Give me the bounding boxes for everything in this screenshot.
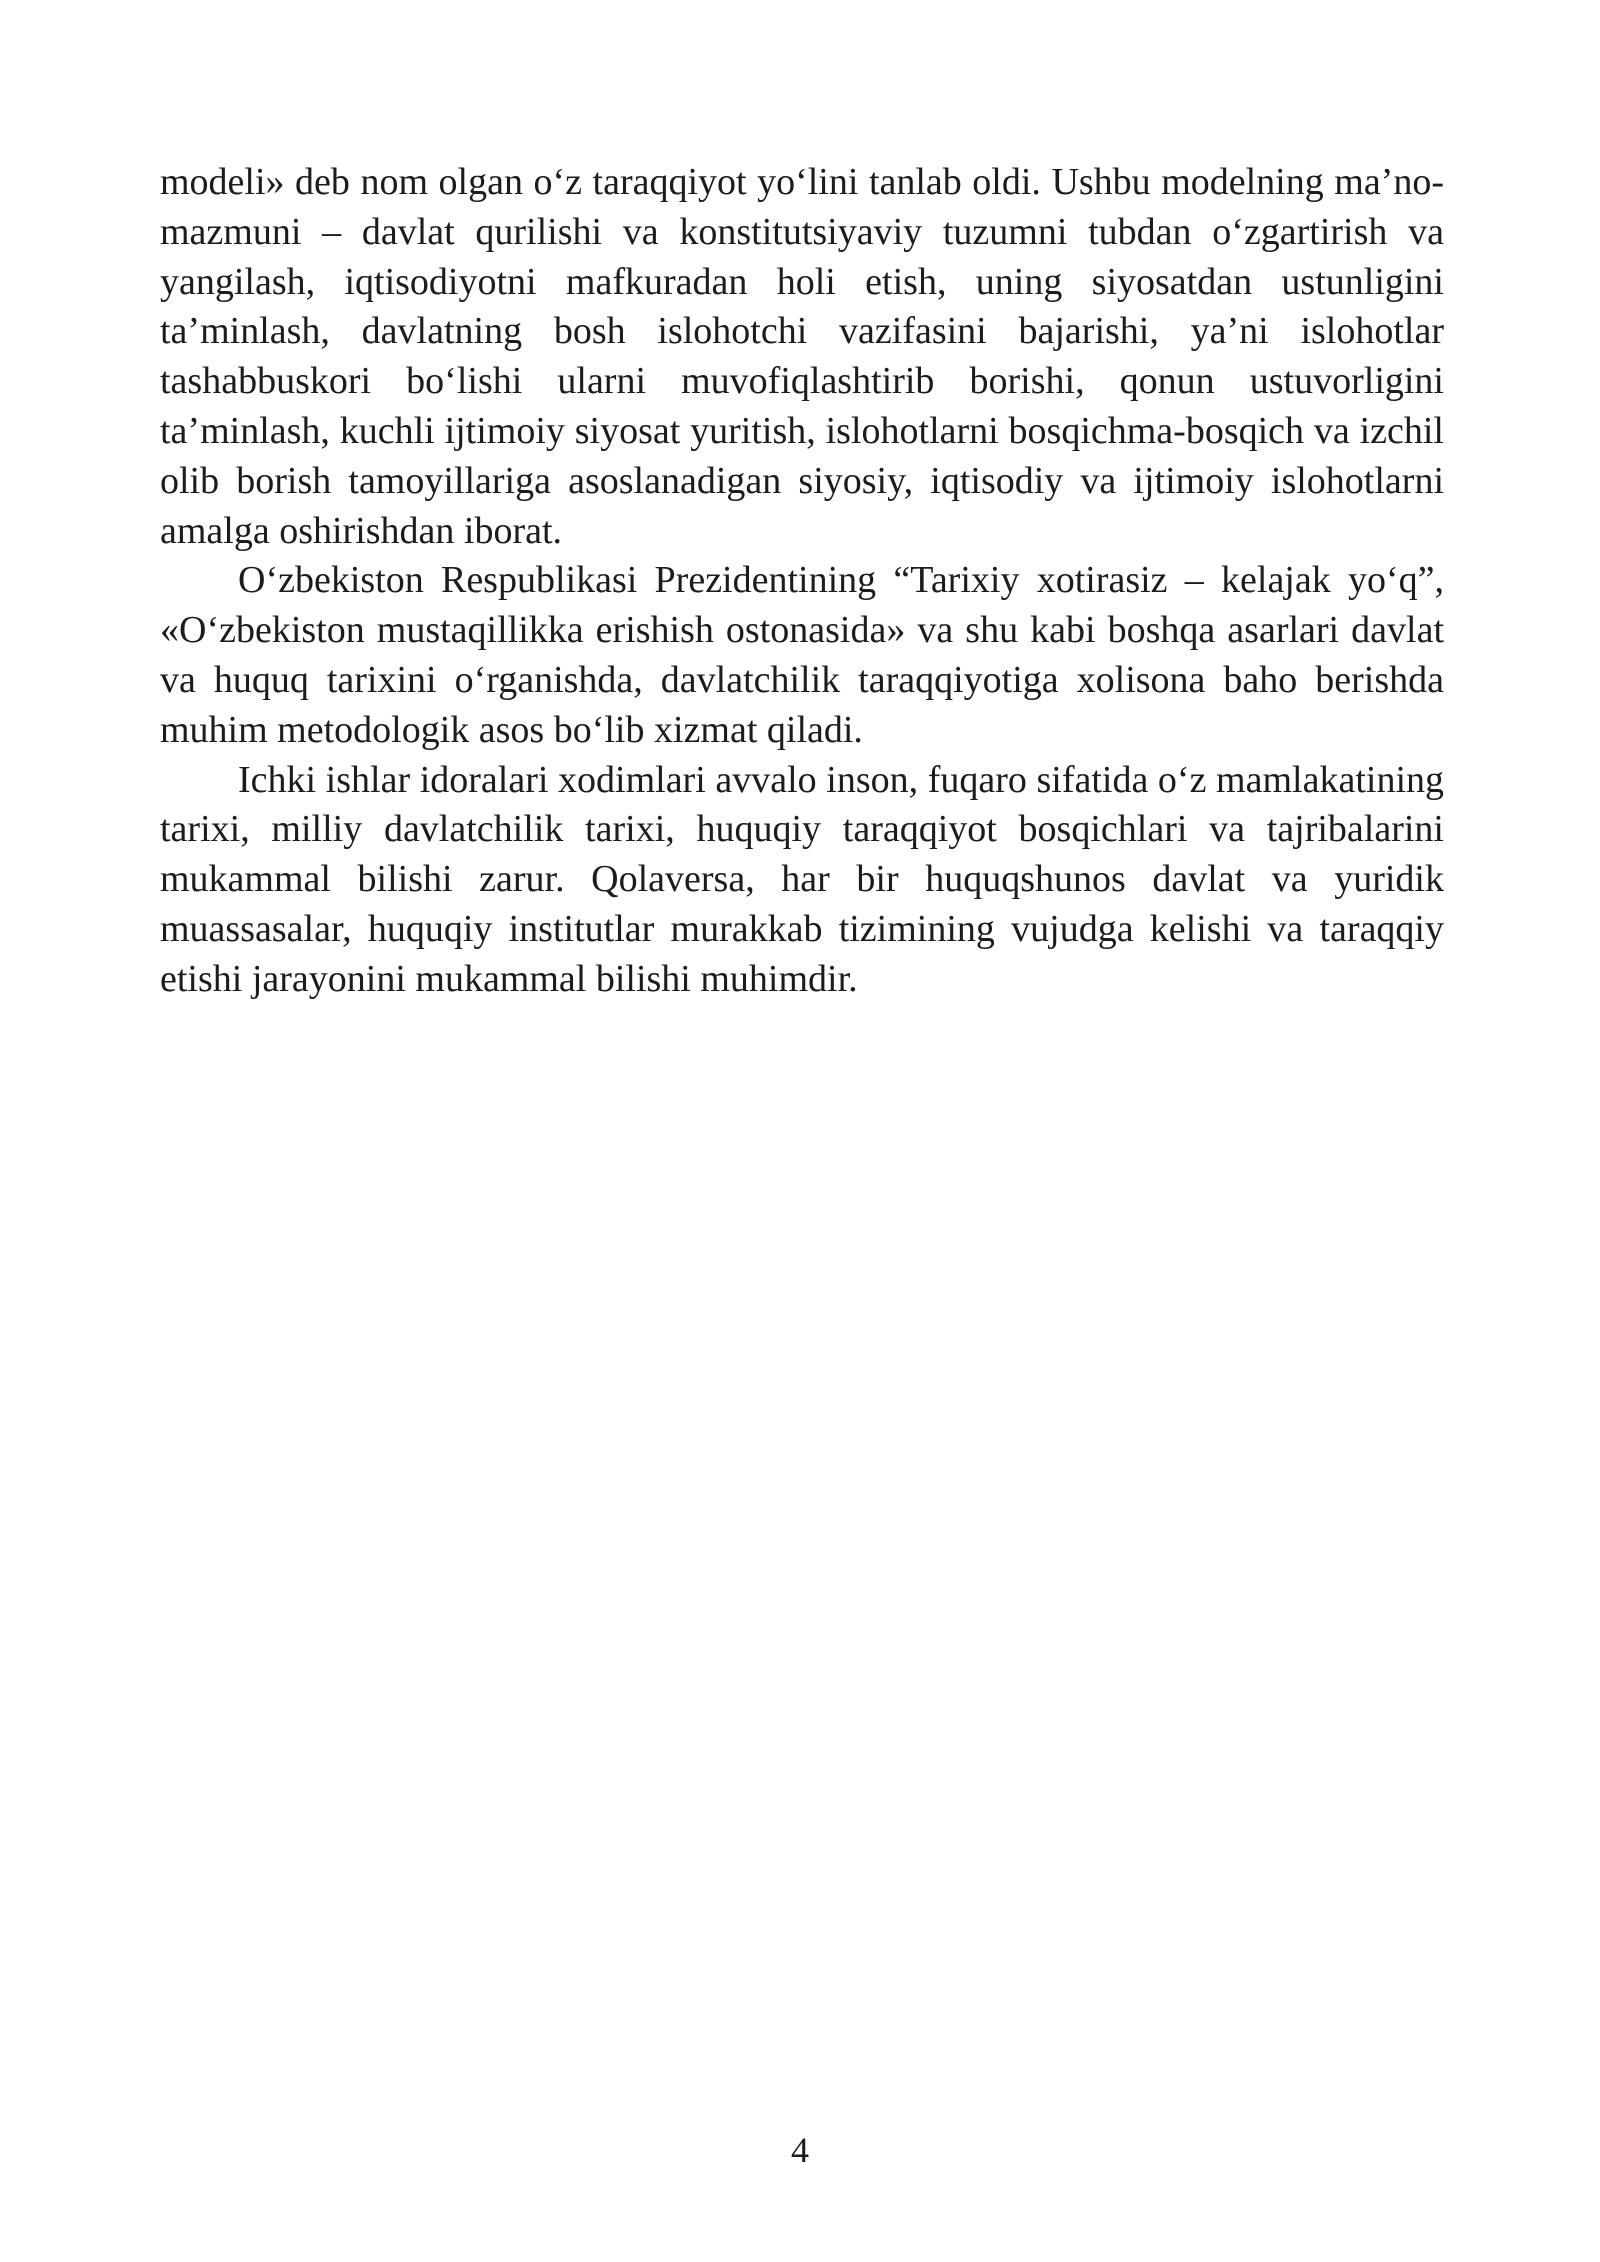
paragraph-3: Ichki ishlar idoralari xodimlari avvalo inson, fuqaro sifatida o‘z mamlakatining tarixi, milliy davlatchilik tarixi, huquqiy taraqqiyot bosqichlari va tajribalarini mukammal bilishi zarur. Qolaversa, har bir huquqshunos davlat va yuridik muassasalar, huquqiy institutlar murakkab tizimining vujudga kelishi va taraqqiy etishi jarayonini mukammal bilishi muhimdir. bbox=[160, 758, 1444, 1000]
paragraph-2: O‘zbekiston Respublikasi Prezidentining “Tarixiy xotirasiz – kelajak yo‘q”, «O‘zbekiston mustaqillikka erishish ostonasida» va shu kabi boshqa asarlari davlat va huquq tarixini o‘rganishda, davlatchilik taraqqiyotiga xolisona baho berishda muhim metodologik asos bo‘lib xizmat qiladi. bbox=[160, 559, 1444, 751]
paragraph-1: modeli» deb nom olgan o‘z taraqqiyot yo‘lini tanlab oldi. Ushbu modelning ma’no-mazmuni – davlat qurilishi va konstitutsiyaviy tuzumni tubdan o‘zgartirish va yangilash, iqtisodiyotni mafkuradan holi etish, uning siyosatdan ustunligini ta’minlash, davlatning bosh islohotchi vazifasini bajarishi, ya’ni islohotlar tashabbuskori bo‘lishi ularni muvofiqlashtirib borishi, qonun ustuvorligini ta’minlash, kuchli ijtimoiy siyosat yuritish, islohotlarni bosqichma-bosqich va izchil olib borish tamoyillariga asoslanadigan siyosiy, iqtisodiy va ijtimoiy islohotlarni amalga oshirishdan iborat. bbox=[160, 161, 1444, 552]
body-text bbox=[160, 158, 1444, 1005]
page-number: 4 bbox=[791, 2130, 809, 2170]
